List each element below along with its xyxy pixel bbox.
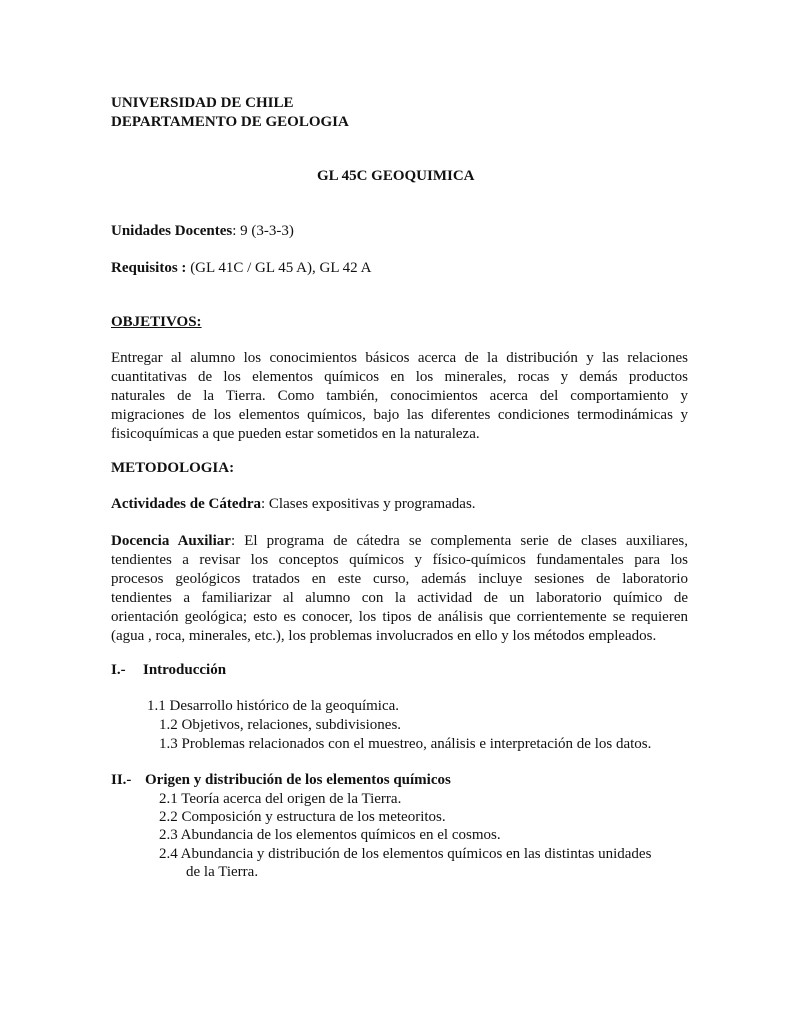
section-2-item-continuation: de la Tierra.	[186, 864, 259, 880]
objetivos-heading: OBJETIVOS:	[111, 314, 202, 330]
objetivos-line: migraciones de los elementos químicos, bajo las diferentes condiciones termodinámicas y	[111, 407, 688, 423]
requisitos-value: (GL 41C / GL 45 A), GL 42 A	[186, 260, 372, 276]
auxiliar-label: Docencia Auxiliar	[111, 533, 231, 549]
objetivos-line: cuantitativas de los elementos químicos en los minerales, rocas y demás productos	[111, 369, 688, 385]
docencia-auxiliar-paragraph	[111, 532, 688, 646]
section-2-item: 2.3 Abundancia de los elementos químicos en el cosmos.	[159, 827, 501, 843]
catedra-value: : Clases expositivas y programadas.	[261, 496, 476, 512]
section-2-title: Origen y distribución de los elementos químicos	[145, 772, 451, 788]
auxiliar-line: orientación geológica; esto es conocer, los tipos de análisis que corrientemente se requieren	[111, 609, 688, 625]
department-name: DEPARTAMENTO DE GEOLOGIA	[111, 114, 349, 130]
actividades-catedra	[111, 495, 476, 513]
unidades-value: : 9 (3-3-3)	[232, 223, 294, 239]
section-2-item: 2.1 Teoría acerca del origen de la Tierra.	[159, 791, 402, 807]
catedra-label: Actividades de Cátedra	[111, 496, 261, 512]
section-1-item: 1.2 Objetivos, relaciones, subdivisiones.	[159, 717, 402, 733]
auxiliar-first-line	[111, 532, 688, 551]
requisitos-label: Requisitos :	[111, 260, 187, 276]
section-1-item: 1.3 Problemas relacionados con el muestreo, análisis e interpretación de los datos.	[159, 736, 652, 752]
section-2-number: II.-	[111, 772, 132, 788]
auxiliar-line: tendientes a familiarizar al alumno con la actividad de un laboratorio químico de	[111, 590, 688, 606]
auxiliar-line: (agua , roca, minerales, etc.), los problemas involucrados en ello y los métodos empleados.	[111, 628, 657, 644]
auxiliar-line: procesos geológicos tratados en este curso, además incluye sesiones de laboratorio	[111, 571, 688, 587]
requisitos	[111, 259, 371, 277]
objetivos-line: Entregar al alumno los conocimientos básicos acerca de la distribución y las relaciones	[111, 350, 688, 366]
auxiliar-line: tendientes a revisar los conceptos químicos y físico-químicos fundamentales para los	[111, 552, 688, 568]
objetivos-paragraph	[111, 349, 688, 444]
university-name: UNIVERSIDAD DE CHILE	[111, 95, 294, 111]
section-1-number: I.-	[111, 662, 126, 678]
section-2-item: 2.2 Composición y estructura de los meteoritos.	[159, 809, 446, 825]
unidades-docentes	[111, 222, 294, 240]
objetivos-line: fisicoquímicas a que pueden estar sometidos en la naturaleza.	[111, 426, 480, 442]
section-2-item: 2.4 Abundancia y distribución de los elementos químicos en las distintas unidades	[159, 846, 652, 862]
metodologia-heading: METODOLOGIA:	[111, 460, 235, 476]
section-1-item: 1.1 Desarrollo histórico de la geoquímica.	[147, 698, 400, 714]
course-title: GL 45C GEOQUIMICA	[317, 168, 475, 184]
objetivos-line: naturales de la Tierra. Como también, conocimientos acerca del comportamiento y	[111, 388, 688, 404]
section-1-title: Introducción	[143, 662, 227, 678]
auxiliar-line: : El programa de cátedra se complementa serie de clases auxiliares,	[230, 533, 688, 549]
unidades-label: Unidades Docentes	[111, 223, 233, 239]
